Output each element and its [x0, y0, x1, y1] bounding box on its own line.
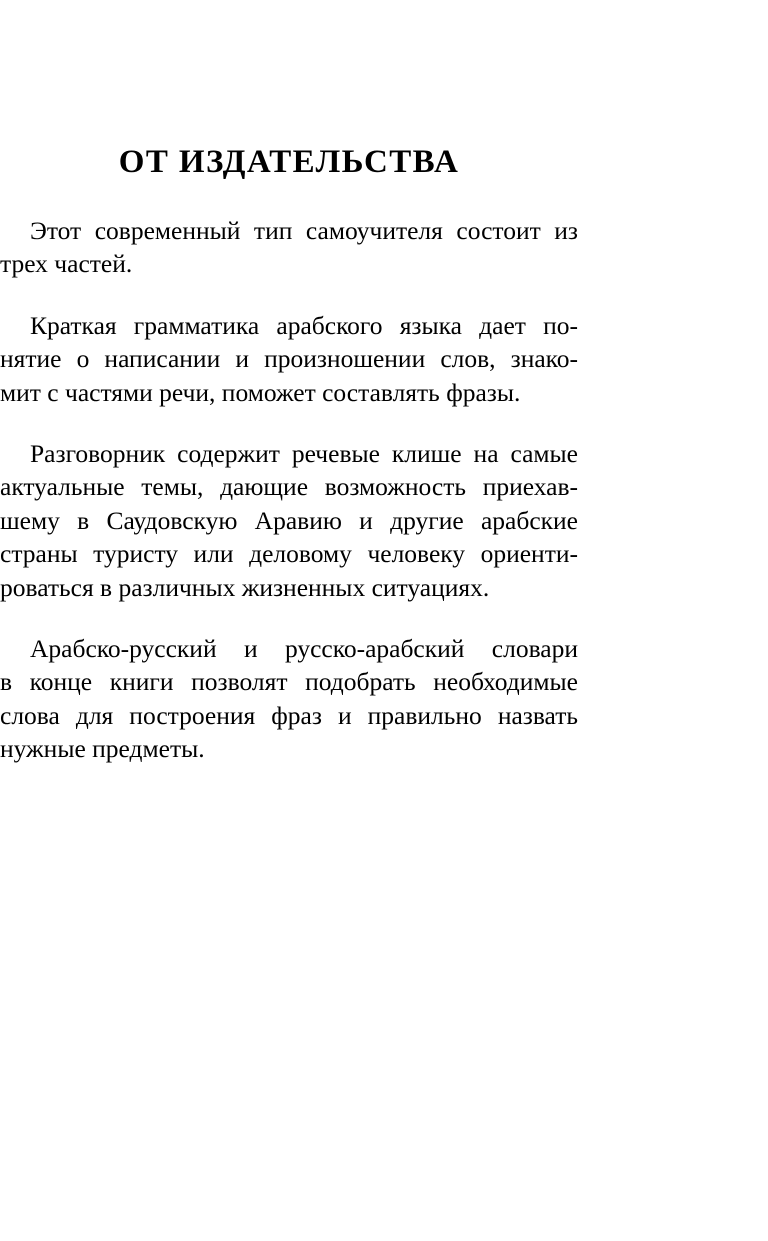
paragraph-3 [0, 437, 578, 604]
text-line: слова для построения фраз и правильно назвать [0, 700, 578, 730]
text-line: нужные предметы. [0, 734, 205, 764]
text-line: нятие о написании и произношении слов, знако- [0, 344, 578, 374]
body-text-block [0, 214, 578, 766]
text-line: в конце книги позволят подобрать необходимые [0, 667, 578, 697]
text-line: Этот современный тип самоучителя состоит из [30, 216, 578, 245]
text-line: актуальные темы, дающие возможность приехав- [0, 472, 578, 502]
paragraph-1 [0, 214, 578, 281]
paragraph-4 [0, 632, 578, 766]
text-line: мит с частями речи, поможет составлять фразы. [0, 377, 521, 407]
text-line: роваться в различных жизненных ситуациях. [0, 572, 490, 602]
text-line: Арабско-русский и русско-арабский словари [30, 634, 578, 664]
text-line: страны туристу или деловому человеку ориенти- [0, 539, 578, 569]
page-title: ОТ ИЗДАТЕЛЬСТВА [118, 144, 460, 180]
text-line: шему в Саудовскую Аравию и другие арабские [0, 505, 578, 535]
text-line: трех частей. [0, 249, 133, 279]
text-line: Разговорник содержит речевые клише на самые [30, 439, 578, 469]
text-line: Краткая грамматика арабского языка дает по- [30, 310, 578, 340]
paragraph-2 [0, 309, 578, 409]
